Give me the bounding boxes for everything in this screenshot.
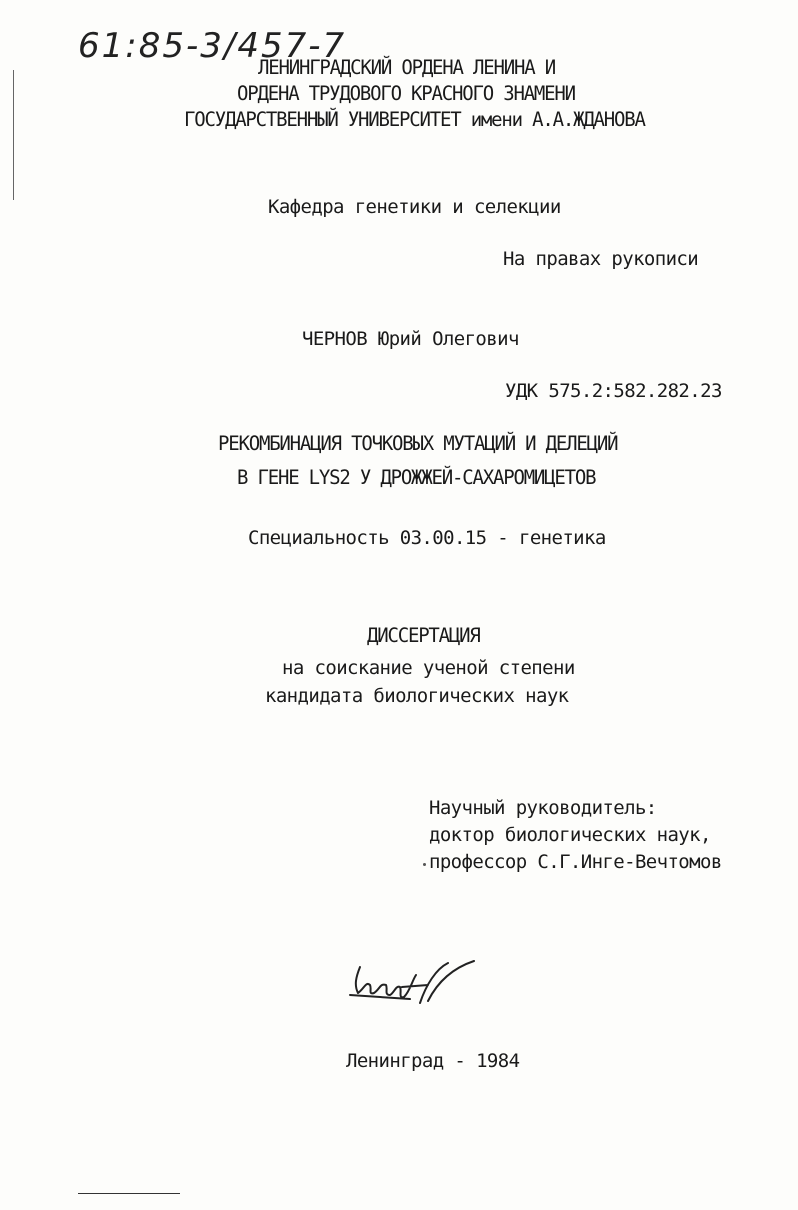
degree-line-2: кандидата биологических наук <box>265 685 569 707</box>
stray-mark <box>423 863 426 866</box>
speciality: Специальность 03.00.15 - генетика <box>248 527 606 549</box>
department: Кафедра генетики и селекции <box>268 196 561 218</box>
author-signature <box>340 955 480 1015</box>
work-type-label: ДИССЕРТАЦИЯ <box>367 624 480 648</box>
supervisor-name: профессор С.Г.Инге-Вечтомов <box>429 851 722 873</box>
author-name: ЧЕРНОВ Юрий Олегович <box>302 328 519 350</box>
supervisor-label: Научный руководитель: <box>429 797 657 819</box>
dissertation-title-line-1: РЕКОМБИНАЦИЯ ТОЧКОВЫХ МУТАЦИЙ И ДЕЛЕЦИЙ <box>218 432 618 456</box>
supervisor-degree: доктор биологических наук, <box>429 824 711 846</box>
dissertation-title-line-2: В ГЕНЕ LYS2 У ДРОЖЖЕЙ-САХАРОМИЦЕТОВ <box>237 466 596 490</box>
footnote-rule <box>78 1193 180 1194</box>
place-and-year: Ленинград - 1984 <box>346 1050 520 1072</box>
archive-code-handwritten: 61:85-3/457-7 <box>78 26 347 66</box>
university-line-1: ЛЕНИНГРАДСКИЙ ОРДЕНА ЛЕНИНА И <box>258 56 555 80</box>
university-line-3: ГОСУДАРСТВЕННЫЙ УНИВЕРСИТЕТ имени А.А.ЖДАНОВА <box>184 108 645 132</box>
margin-rule <box>13 70 14 200</box>
manuscript-rights: На правах рукописи <box>503 248 699 270</box>
degree-line-1: на соискание ученой степени <box>282 657 575 679</box>
university-line-2: ОРДЕНА ТРУДОВОГО КРАСНОГО ЗНАМЕНИ <box>237 82 575 106</box>
udk-code: УДК 575.2:582.282.23 <box>505 380 722 402</box>
